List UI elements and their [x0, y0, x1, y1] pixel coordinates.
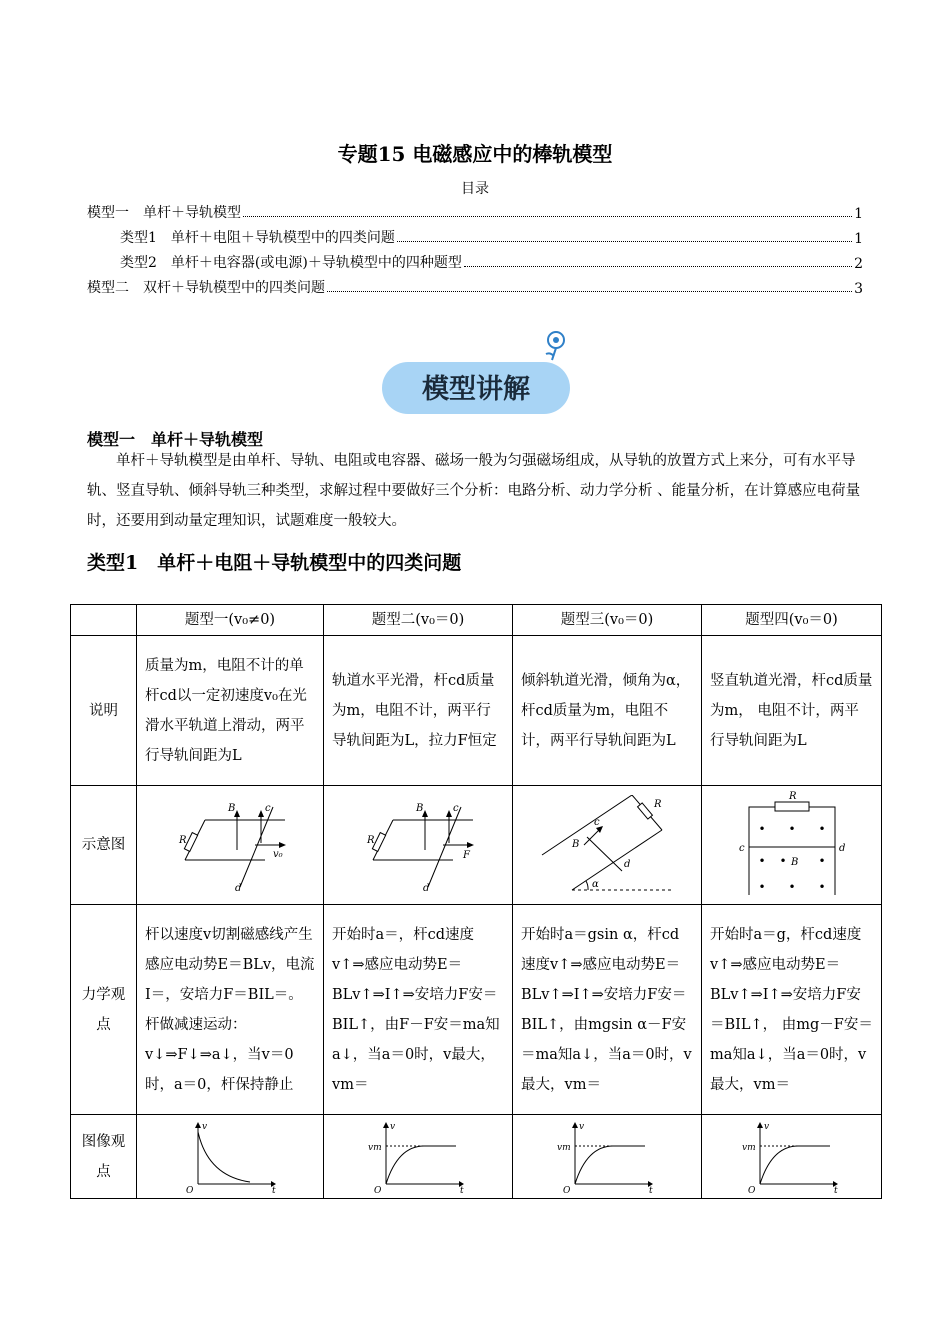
origin-label: O: [186, 1185, 194, 1194]
col-header: 题型四(v₀＝0): [702, 605, 882, 636]
velocity-decay-graph: [180, 1120, 280, 1194]
axis-label-t: t: [649, 1185, 653, 1194]
table-cell: 开始时a＝，杆cd速度v↑⇒感应电动势E＝BLv↑⇒I↑⇒安培力F安＝BIL↑，由F－F安＝ma知a↓，当a＝0时，v最大，vm＝: [324, 905, 513, 1115]
rod-label-c: c: [265, 803, 271, 814]
graph-cell: [324, 1115, 513, 1199]
col-header: 题型三(v₀＝0): [513, 605, 702, 636]
field-dot: •: [817, 854, 826, 868]
row-label: 说明: [71, 636, 137, 786]
diagram-cell: [137, 786, 324, 905]
toc-item[interactable]: [120, 252, 863, 272]
origin-label: O: [563, 1185, 571, 1194]
rod-label-d: d: [235, 883, 242, 894]
toc-item[interactable]: [87, 202, 863, 222]
toc-item-page: 2: [854, 256, 863, 272]
field-label: B: [228, 803, 236, 814]
model-table: [70, 604, 882, 1199]
field-dot: •: [787, 822, 796, 836]
toc-item-label: 模型二 双杆＋导轨模型中的四类问题: [87, 280, 325, 296]
axis-label-v: v: [579, 1121, 585, 1132]
velocity-rise-graph: [368, 1120, 468, 1194]
vm-label: vm: [557, 1142, 571, 1153]
field-dot: •: [757, 854, 766, 868]
rod-label-d: d: [624, 859, 631, 870]
row-label: 示意图: [71, 786, 137, 905]
vm-label: vm: [741, 1142, 756, 1153]
toc-leader: [243, 216, 852, 217]
field-label: B: [572, 839, 580, 850]
toc-heading: 目录: [461, 181, 489, 197]
toc-item[interactable]: [87, 277, 863, 297]
field-dot: •: [817, 880, 826, 894]
rod-label-d: d: [838, 843, 845, 854]
flower-icon: [546, 332, 564, 360]
resistor-label: R: [367, 835, 375, 846]
toc-item-label: 类型1 单杆＋电阻＋导轨模型中的四类问题: [120, 230, 395, 246]
axis-label-v: v: [763, 1121, 769, 1132]
toc-item-label: 模型一 单杆＋导轨模型: [87, 205, 241, 221]
table-cell: 开始时a＝g，杆cd速度v↑⇒感应电动势E＝BLv↑⇒I↑⇒安培力F安＝BIL↑， 由mg－F安＝ma知a↓，当a＝0时，v最大，vm＝: [702, 905, 882, 1115]
field-dot: •: [787, 880, 796, 894]
banner-text: 模型讲解: [422, 374, 530, 405]
table-cell: 竖直轨道光滑，杆cd质量为m， 电阻不计，两平行导轨间距为L: [702, 636, 882, 786]
table-row: [71, 1115, 882, 1199]
rail-diagram-horizontal: [155, 795, 305, 895]
rod-label-d: d: [423, 883, 430, 894]
resistor-label: R: [788, 791, 797, 802]
field-dot: •: [757, 822, 766, 836]
vm-label: vm: [368, 1142, 382, 1153]
rod-label-c: c: [453, 803, 459, 814]
axis-label-t: t: [272, 1185, 276, 1194]
field-dot: •: [817, 822, 826, 836]
toc-item[interactable]: [120, 227, 863, 247]
table-cell: 倾斜轨道光滑，倾角为α，杆cd质量为m，电阻不计，两平行导轨间距为L: [513, 636, 702, 786]
col-header: 题型二(v₀＝0): [324, 605, 513, 636]
table-cell: 开始时a＝gsin α，杆cd速度v↑⇒感应电动势E＝BLv↑⇒I↑⇒安培力F安＝BIL↑，由mgsin α－F安＝ma知a↓，当a＝0时，v最大，vm＝: [513, 905, 702, 1115]
axis-label-v: v: [202, 1121, 208, 1132]
page-title: 专题15 电磁感应中的棒轨模型: [337, 142, 613, 166]
rail-diagram-incline: [532, 795, 682, 895]
graph-cell: [137, 1115, 324, 1199]
section-heading: 模型一 单杆＋导轨模型: [87, 430, 264, 449]
field-label: B: [416, 803, 424, 814]
velocity-label: v₀: [273, 849, 283, 860]
axis-label-t: t: [833, 1185, 838, 1194]
field-dot: •: [757, 880, 766, 894]
toc-leader: [397, 241, 852, 242]
graph-cell: [513, 1115, 702, 1199]
rod-label-c: c: [738, 843, 745, 854]
diagram-cell: [702, 786, 882, 905]
diagram-cell: [324, 786, 513, 905]
toc-leader: [464, 266, 852, 267]
toc-leader: [327, 291, 852, 292]
axis-label-v: v: [390, 1121, 396, 1132]
rod-label-c: c: [594, 817, 600, 828]
graph-cell: [702, 1115, 882, 1199]
type-heading: 类型1 单杆＋电阻＋导轨模型中的四类问题: [87, 552, 462, 574]
axis-label-t: t: [460, 1185, 464, 1194]
rail-diagram-vertical: [717, 791, 867, 899]
resistor-label: R: [179, 835, 187, 846]
table-row: [71, 905, 882, 1115]
velocity-rise-graph: [557, 1120, 657, 1194]
table-cell: 轨道水平光滑，杆cd质量为m，电阻不计，两平行导轨间距为L，拉力F恒定: [324, 636, 513, 786]
rail-diagram-force: [343, 795, 493, 895]
field-dot: •: [778, 854, 787, 868]
toc-item-page: 1: [854, 206, 863, 222]
table-row: [71, 636, 882, 786]
toc-item-page: 1: [854, 231, 863, 247]
resistor-label: R: [654, 799, 662, 810]
table-corner-cell: [71, 605, 137, 636]
section-paragraph: 单杆＋导轨模型是由单杆、导轨、电阻或电容器、磁场一般为匀强磁场组成，从导轨的放置方式上来分，可有水平导轨、竖直导轨、倾斜导轨三种类型，求解过程中要做好三个分析：电路分析、动力学分析 、能量分析，在计算感应电荷量时，还要用到动量定理知识，试题难度一般较大。: [87, 453, 861, 529]
row-label: 图像观点: [71, 1115, 137, 1199]
row-label: 力学观点: [71, 905, 137, 1115]
section-banner: [380, 330, 575, 420]
toc-item-label: 类型2 单杆＋电容器(或电源)＋导轨模型中的四种题型: [120, 255, 462, 271]
velocity-rise-graph: [742, 1120, 842, 1194]
table-row: [71, 786, 882, 905]
table-cell: 杆以速度v切割磁感线产生感应电动势E＝BLv，电流I＝，安培力F＝BIL＝。杆做减速运动：v↓⇒F↓⇒a↓，当v＝0时，a＝0，杆保持静止: [137, 905, 324, 1115]
field-label: B: [790, 857, 798, 868]
diagram-cell: [513, 786, 702, 905]
col-header: 题型一(v₀≠0): [137, 605, 324, 636]
origin-label: O: [747, 1185, 755, 1194]
table-header-row: [71, 605, 882, 636]
table-cell: 质量为m，电阻不计的单杆cd以一定初速度v₀在光滑水平轨道上滑动，两平行导轨间距为L: [137, 636, 324, 786]
origin-label: O: [374, 1185, 382, 1194]
angle-label: α: [592, 879, 599, 890]
toc-item-page: 3: [854, 281, 863, 297]
force-label: F: [463, 850, 470, 861]
